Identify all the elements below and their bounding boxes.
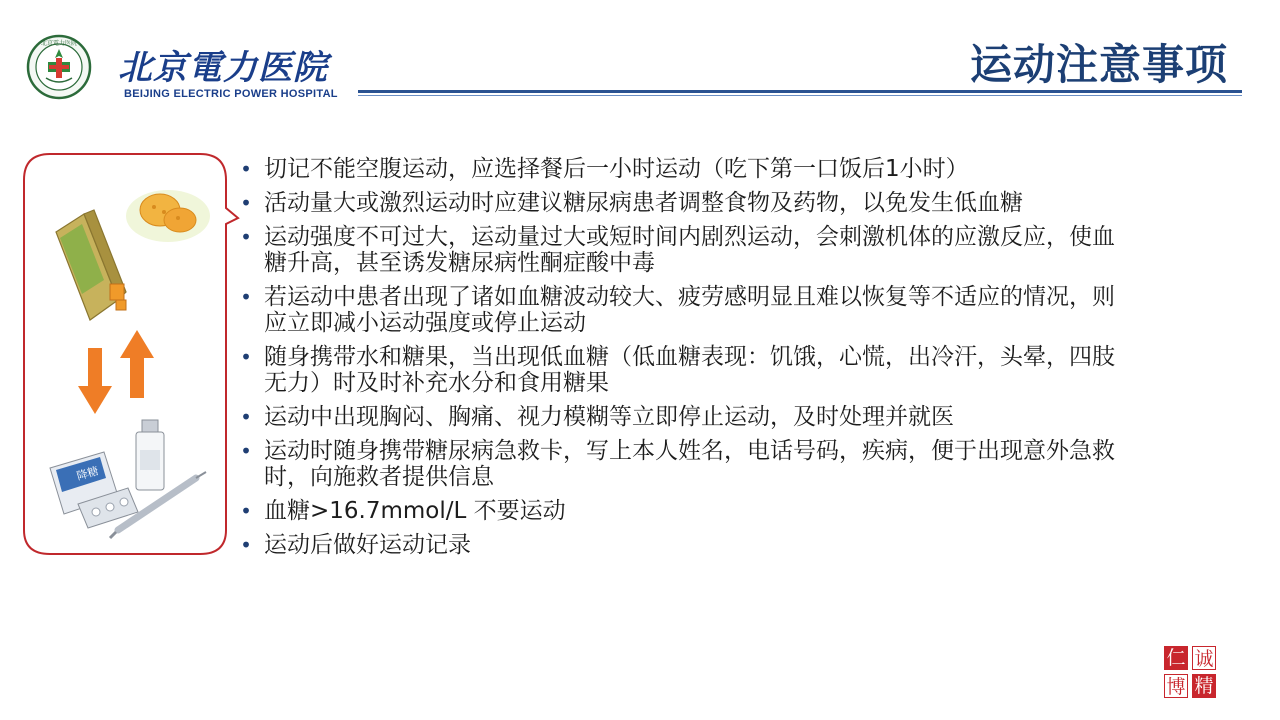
bullet-dot: • xyxy=(240,499,252,523)
bullet-text: 运动中出现胸闷、胸痛、视力模糊等立即停止运动，及时处理并就医 xyxy=(264,404,954,430)
page-title: 运动注意事项 xyxy=(969,40,1228,89)
bullet-dot: • xyxy=(240,225,252,249)
list-item xyxy=(236,190,1116,216)
bullet-text: 运动后做好运动记录 xyxy=(264,532,471,558)
slide-header xyxy=(0,0,1280,110)
stamp-char: 博 xyxy=(1164,674,1188,698)
bullet-text: 切记不能空腹运动，应选择餐后一小时运动（吃下第一口饭后1小时） xyxy=(264,156,969,182)
bullet-text: 运动时随身携带糖尿病急救卡，写上本人姓名，电话号码，疾病，便于出现意外急救时，向施救者提供信息 xyxy=(264,438,1115,490)
bullet-text: 活动量大或激烈运动时应建议糖尿病患者调整食物及药物，以免发生低血糖 xyxy=(264,190,1023,216)
seal-text: 北京電力医院 xyxy=(40,40,78,47)
bullet-list xyxy=(236,156,1116,566)
medicine-box-label: 降糖 xyxy=(75,464,100,483)
list-item xyxy=(236,284,1116,336)
list-item xyxy=(236,498,1116,524)
list-item xyxy=(236,156,1116,182)
list-item xyxy=(236,224,1116,276)
header-divider xyxy=(358,90,1242,93)
hospital-seal-icon xyxy=(26,34,92,100)
bullet-dot: • xyxy=(240,533,252,557)
hospital-name-english: BEIJING ELECTRIC POWER HOSPITAL xyxy=(124,88,338,100)
bullet-dot: • xyxy=(240,191,252,215)
illustration-callout xyxy=(20,152,244,556)
list-item xyxy=(236,344,1116,396)
callout-frame xyxy=(20,152,244,556)
list-item xyxy=(236,404,1116,430)
list-item xyxy=(236,532,1116,558)
header-divider-thin xyxy=(358,95,1242,96)
hospital-name-script: 北京電力医院 xyxy=(118,48,328,88)
bullet-text: 运动强度不可过大，运动量过大或短时间内剧烈运动，会刺激机体的应激反应，使血糖升高，甚至诱发糖尿病性酮症酸中毒 xyxy=(264,224,1115,276)
bullet-dot: • xyxy=(240,345,252,369)
bullet-dot: • xyxy=(240,439,252,463)
bullet-text: 若运动中患者出现了诸如血糖波动较大、疲劳感明显且难以恢复等不适应的情况，则应立即减小运动强度或停止运动 xyxy=(264,284,1115,336)
stamp-char: 精 xyxy=(1192,674,1216,698)
bullet-dot: • xyxy=(240,405,252,429)
list-item xyxy=(236,438,1116,490)
stamp-char: 仁 xyxy=(1164,646,1188,670)
bullet-text: 随身携带水和糖果，当出现低血糖（低血糖表现：饥饿，心慌，出冷汗，头晕，四肢无力）时及时补充水分和食用糖果 xyxy=(264,344,1115,396)
bullet-dot: • xyxy=(240,285,252,309)
bullet-dot: • xyxy=(240,157,252,181)
stamp-char: 诚 xyxy=(1192,646,1216,670)
motto-seal-stamp xyxy=(1164,646,1220,702)
bullet-text: 血糖>16.7mmol/L 不要运动 xyxy=(264,498,566,524)
pills-icon xyxy=(126,190,210,242)
